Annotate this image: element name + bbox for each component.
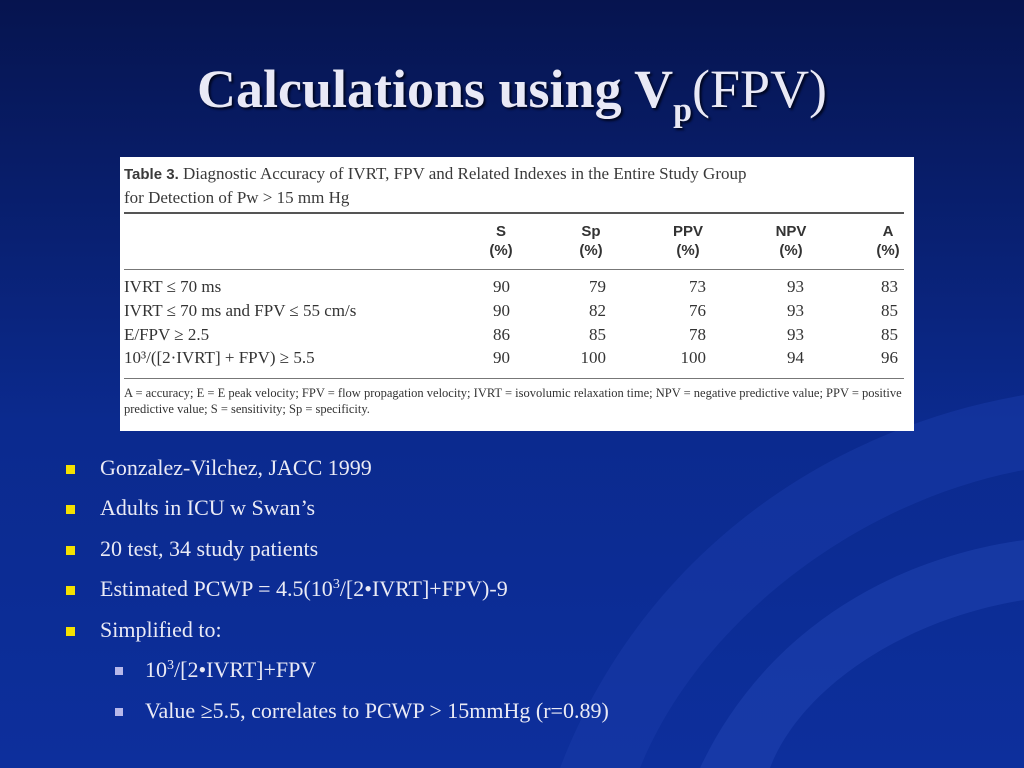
column-header-a: A (%) <box>876 223 900 259</box>
bullet-item: 20 test, 34 study patients <box>100 536 318 562</box>
table-cell: 85 <box>881 301 898 320</box>
bullet-item: Adults in ICU w Swan’s <box>100 495 315 521</box>
square-sub-bullet-icon <box>115 708 123 716</box>
square-bullet-icon <box>66 505 75 514</box>
table-cell: 82 <box>589 301 606 320</box>
table-cell: 85 <box>881 325 898 344</box>
square-bullet-icon <box>66 627 75 636</box>
table-cell: 79 <box>589 277 606 296</box>
sub-bullet-item: $10^3/[2•IVRT]+FPV$ <box>145 657 316 683</box>
table-rule-header <box>124 269 904 270</box>
bullet-item: Simplified to: <box>100 617 222 643</box>
table-cell: 93 <box>787 277 804 296</box>
title-paren: (FPV) <box>692 59 828 119</box>
table-cell: 100 <box>580 348 606 367</box>
table-cell: 86 <box>493 325 510 344</box>
table-row-label: IVRT ≤ 70 ms and FPV ≤ 55 cm/s <box>124 301 357 320</box>
table-row-label: 10³/([2·IVRT] + FPV) ≥ 5.5 <box>124 348 315 367</box>
table-cell: 96 <box>881 348 898 367</box>
table-cell: 93 <box>787 301 804 320</box>
table-cell: 94 <box>787 348 804 367</box>
table-rule-top <box>124 212 904 214</box>
table-caption-line2: for Detection of Pw > 15 mm Hg <box>124 188 350 207</box>
table-row-label: IVRT ≤ 70 ms <box>124 277 222 296</box>
table-cell: 90 <box>493 348 510 367</box>
table-footnote: A = accuracy; E = E peak velocity; FPV = flow propagation velocity; IVRT = isovolumic relaxation time; NPV = negative predictive value; PPV = positive predictive value; S = sensitivity; Sp = specificity. <box>124 386 902 416</box>
title-main: Calculations using V <box>196 59 674 119</box>
bullet-item: Gonzalez-Vilchez, JACC 1999 <box>100 455 372 481</box>
sub-bullet-item: Value ≥5.5, correlates to PCWP > 15mmHg (r=0.89) <box>145 698 609 724</box>
table-caption <box>124 162 904 209</box>
table-cell: 76 <box>689 301 706 320</box>
table-cell: 85 <box>589 325 606 344</box>
table-caption-text: Diagnostic Accuracy of IVRT, FPV and Related Indexes in the Entire Study Group <box>183 164 747 183</box>
column-header-s: S (%) <box>489 223 513 259</box>
table-figure <box>120 157 914 431</box>
column-header-sp: Sp (%) <box>579 223 603 259</box>
table-cell: 100 <box>680 348 706 367</box>
bullet-item: Estimated PCWP = $4.5(10^3/[2•IVRT]+FPV)-9$ <box>100 576 508 602</box>
table-rule-bottom <box>124 378 904 379</box>
square-sub-bullet-icon <box>115 667 123 675</box>
table-cell: 78 <box>689 325 706 344</box>
slide-title <box>0 58 1024 130</box>
square-bullet-icon <box>66 586 75 595</box>
table-cell: 83 <box>881 277 898 296</box>
table-label: Table 3. <box>124 166 179 183</box>
table-row-label: E/FPV ≥ 2.5 <box>124 325 210 344</box>
table-cell: 90 <box>493 301 510 320</box>
table-cell: 93 <box>787 325 804 344</box>
title-subscript: p <box>673 92 693 129</box>
table-cell: 90 <box>493 277 510 296</box>
table-cell: 73 <box>689 277 706 296</box>
square-bullet-icon <box>66 465 75 474</box>
square-bullet-icon <box>66 546 75 555</box>
column-header-ppv: PPV (%) <box>672 223 703 259</box>
column-header-npv: NPV (%) <box>775 223 807 259</box>
